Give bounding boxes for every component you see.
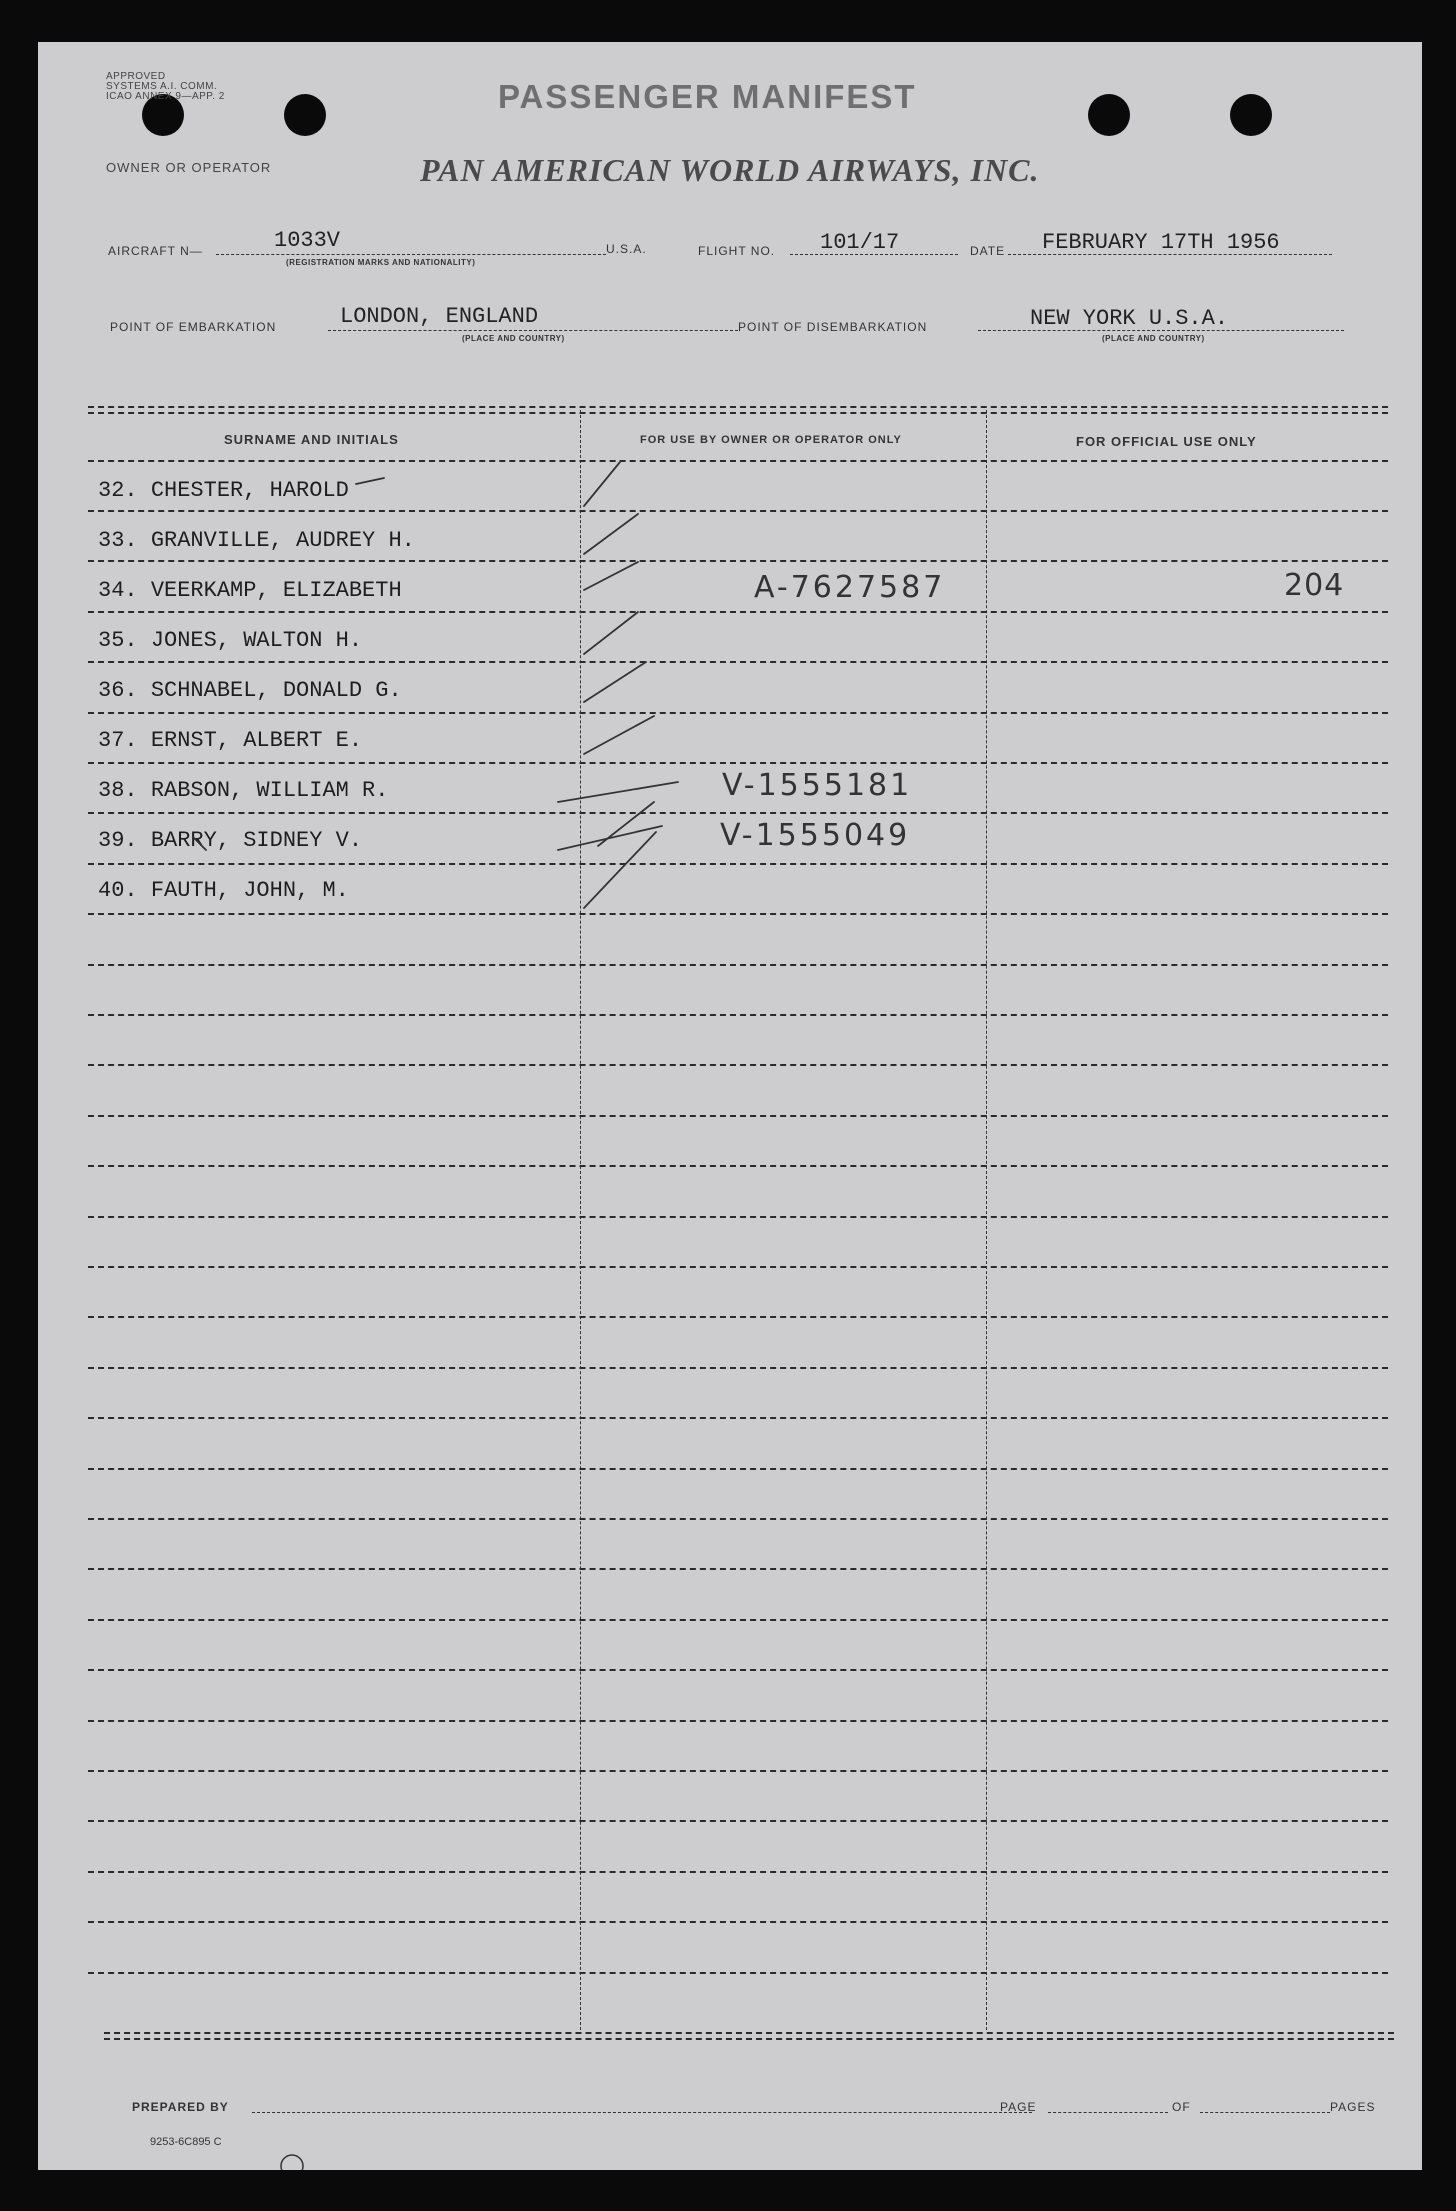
check-mark <box>584 832 656 908</box>
owner-label: OWNER OR OPERATOR <box>106 160 272 175</box>
owner-entry: V-1555181 <box>722 768 913 803</box>
registration-note: (REGISTRATION MARKS AND NATIONALITY) <box>286 258 476 267</box>
airline-name: PAN AMERICAN WORLD AIRWAYS, INC. <box>420 152 1040 188</box>
check-mark <box>584 612 638 654</box>
embarkation-label: POINT OF EMBARKATION <box>110 320 277 334</box>
fill-line <box>1048 2112 1168 2113</box>
check-marks <box>38 42 1422 2170</box>
passenger-row: 36. SCHNABEL, DONALD G. <box>98 678 402 703</box>
passenger-row: 39. BARRY, SIDNEY V. <box>98 828 363 853</box>
check-mark <box>584 462 620 506</box>
correction-mark <box>356 478 384 484</box>
passenger-row: 40. FAUTH, JOHN, M. <box>98 878 349 903</box>
check-mark <box>558 782 678 802</box>
passenger-row: 32. CHESTER, HAROLD <box>98 478 349 503</box>
column-header-name: SURNAME AND INITIALS <box>224 432 399 447</box>
fill-line <box>1200 2112 1330 2113</box>
union-bug-icon <box>281 2155 303 2170</box>
place-note: (PLACE AND COUNTRY) <box>462 334 565 343</box>
aircraft-value: 1033V <box>274 228 341 253</box>
correction-mark <box>194 838 206 850</box>
column-header-official: FOR OFFICIAL USE ONLY <box>1076 434 1257 449</box>
official-entry: 204 <box>1284 568 1345 603</box>
passenger-row: 35. JONES, WALTON H. <box>98 628 363 653</box>
page-label: PAGE <box>1000 2100 1037 2114</box>
check-mark <box>584 662 646 702</box>
place-note: (PLACE AND COUNTRY) <box>1102 334 1205 343</box>
date-value: FEBRUARY 17TH 1956 <box>1042 230 1280 255</box>
check-mark <box>584 562 638 590</box>
column-header-owner: FOR USE BY OWNER OR OPERATOR ONLY <box>640 434 902 446</box>
pages-label: PAGES <box>1330 2100 1376 2114</box>
flight-value: 101/17 <box>820 230 900 255</box>
approval-note: APPROVED SYSTEMS A.I. COMM. ICAO ANNEX 9—APP. 2 <box>106 71 225 102</box>
of-label: OF <box>1172 2100 1191 2114</box>
prepared-label: PREPARED BY <box>132 2100 229 2114</box>
form-number: 9253-6C895 C <box>150 2136 222 2148</box>
table-rule <box>104 2032 1394 2034</box>
date-label: DATE <box>970 244 1006 258</box>
page-title: PASSENGER MANIFEST <box>498 78 917 115</box>
aircraft-label: AIRCRAFT N— <box>108 244 203 258</box>
flight-label: FLIGHT NO. <box>698 244 776 258</box>
disembarkation-label: POINT OF DISEMBARKATION <box>738 320 928 334</box>
passenger-row: 37. ERNST, ALBERT E. <box>98 728 363 753</box>
owner-entry: V-1555049 <box>720 818 911 853</box>
embarkation-value: LONDON, ENGLAND <box>340 304 539 329</box>
manifest-page <box>38 42 1422 2170</box>
table-rule <box>104 2038 1394 2040</box>
passenger-row: 34. VEERKAMP, ELIZABETH <box>98 578 402 603</box>
passenger-row: 33. GRANVILLE, AUDREY H. <box>98 528 415 553</box>
usa-label: U.S.A. <box>606 242 647 256</box>
passenger-row: 38. RABSON, WILLIAM R. <box>98 778 389 803</box>
check-mark <box>584 716 654 754</box>
check-mark <box>584 514 638 554</box>
disembarkation-value: NEW YORK U.S.A. <box>1030 306 1229 331</box>
fill-line <box>252 2112 1032 2113</box>
owner-entry: A-7627587 <box>754 570 946 605</box>
